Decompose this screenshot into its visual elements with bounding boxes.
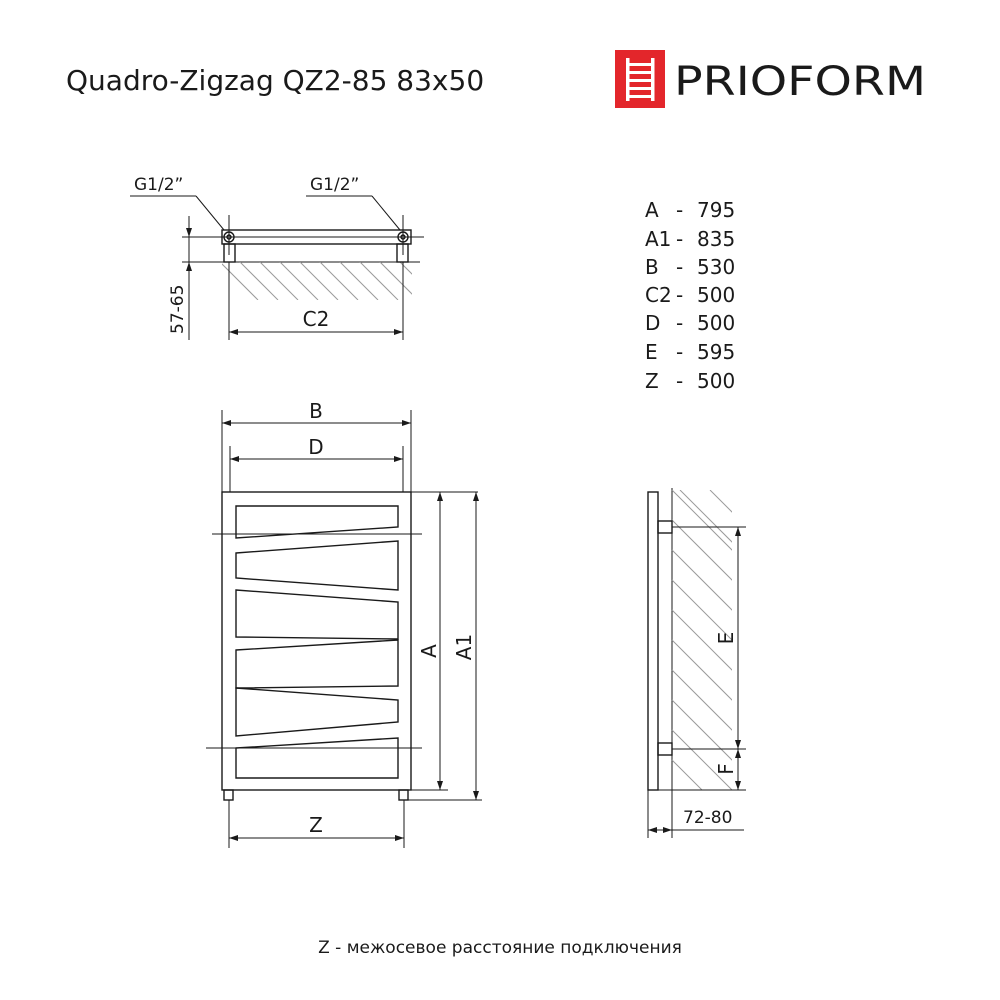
depth-label-top: 57-65: [168, 284, 188, 334]
dim-depth-label-side: 72-80: [683, 808, 733, 828]
wall-hatch: [220, 262, 438, 300]
spec-sep: -: [676, 227, 684, 251]
spec-key: A: [645, 198, 659, 222]
spec-value: 795: [697, 198, 736, 222]
spec-row: [645, 255, 735, 279]
spec-key: E: [645, 340, 658, 364]
spec-row: [645, 283, 735, 307]
top-view: [130, 175, 438, 340]
spec-key: A1: [645, 227, 672, 251]
foot-right: [399, 790, 408, 800]
dim-f-label: F: [714, 763, 738, 775]
spec-sep: -: [676, 340, 684, 364]
spec-sep: -: [676, 311, 684, 335]
dim-a-label: A: [417, 644, 441, 658]
radiator-ladder-icon: [615, 50, 665, 108]
spec-row: [645, 227, 735, 251]
zigzag-panel-6: [236, 738, 398, 778]
front-view: [206, 399, 482, 848]
spec-key: B: [645, 255, 659, 279]
spec-row: [645, 198, 735, 222]
side-bracket-bottom: [658, 743, 672, 755]
wall-hatch-side: [672, 490, 740, 828]
spec-row: [645, 311, 735, 335]
spec-value: 530: [697, 255, 736, 279]
spec-table: [645, 198, 735, 393]
spec-sep: -: [676, 255, 684, 279]
dim-b-label: B: [309, 399, 323, 423]
spec-sep: -: [676, 369, 684, 393]
zigzag-panel-2: [236, 541, 398, 590]
spec-value: 500: [697, 283, 736, 307]
zigzag-panel-4: [236, 640, 398, 688]
radiator-side-profile: [648, 492, 658, 790]
spec-value: 595: [697, 340, 736, 364]
foot-left: [224, 790, 233, 800]
zigzag-panel-1: [236, 506, 398, 538]
dim-a1-label: A1: [452, 633, 476, 661]
spec-value: 500: [697, 369, 736, 393]
thread-label-left: G1/2”: [134, 175, 184, 195]
brand-name: PRIOFORM: [674, 59, 926, 105]
product-title: Quadro-Zigzag QZ2-85 83x50: [66, 64, 485, 97]
side-view: [648, 488, 746, 838]
dim-z-label: Z: [309, 813, 323, 837]
thread-label-right: G1/2”: [310, 175, 360, 195]
spec-sep: -: [676, 198, 684, 222]
spec-key: C2: [645, 283, 672, 307]
dim-e-label: E: [714, 631, 738, 645]
dim-c2-label: C2: [302, 307, 330, 331]
spec-key: D: [645, 311, 661, 335]
zigzag-panel-3: [236, 590, 398, 639]
spec-row: [645, 340, 735, 364]
spec-sep: -: [676, 283, 684, 307]
spec-key: Z: [645, 369, 659, 393]
spec-value: 835: [697, 227, 736, 251]
side-bracket-top: [658, 521, 672, 533]
zigzag-panel-5: [236, 688, 398, 736]
footnote: Z - межосевое расстояние подключения: [318, 938, 682, 958]
spec-row: [645, 369, 735, 393]
dim-d-label: D: [308, 435, 324, 459]
spec-value: 500: [697, 311, 736, 335]
